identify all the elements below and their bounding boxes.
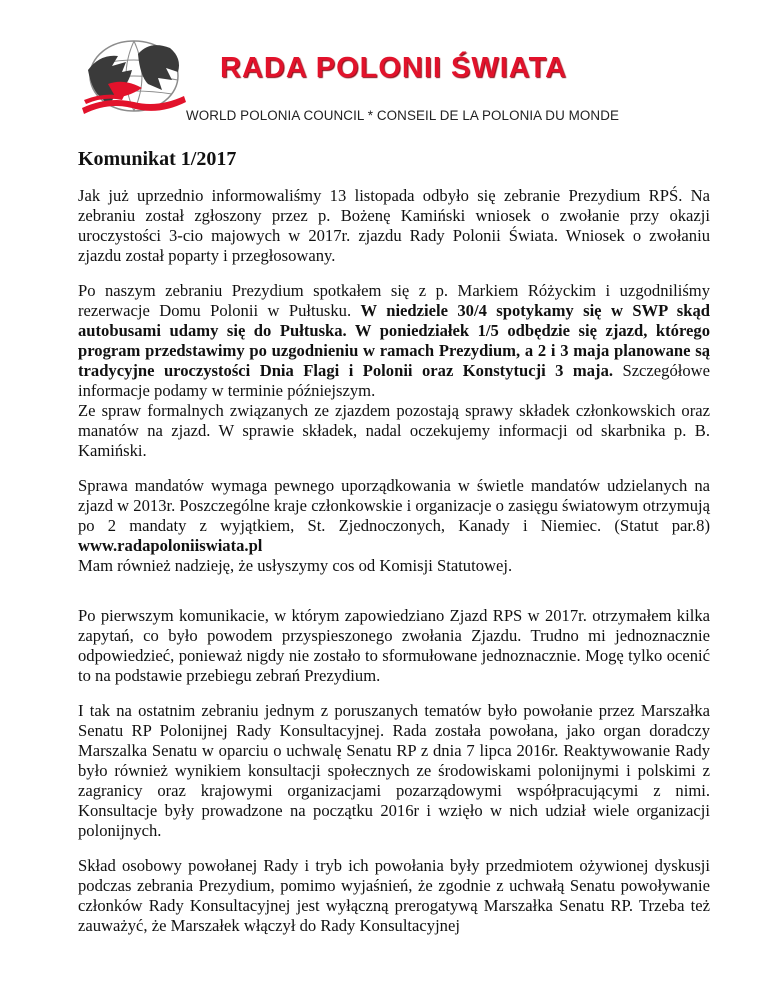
organization-subtitle: WORLD POLONIA COUNCIL * CONSEIL DE LA POLONIA DU MONDE: [186, 108, 620, 123]
paragraph-2-formal: Ze spraw formalnych związanych ze zjazdem pozostają sprawy składek członkowskich oraz manatów na zjazd. W sprawie składek, nadal oczekujemy informacji od skarbnika p. B. Kamiński.: [78, 401, 710, 460]
paragraph-2: [78, 281, 710, 461]
paragraph-4: Po pierwszym komunikacie, w którym zapowiedziano Zjazd RPS w 2017r. otrzymałem kilka zapytań, co było powodem przyspieszonego zwołania Zjazdu. Trudno mi jednoznacznie odpowiedzieć, ponieważ nigdy nie zostało to sformułowane jednoznacznie. Mogę tylko ocenić to na podstawie przebiegu zebrań Prezydium.: [78, 606, 710, 685]
paragraph-3-note: Mam również nadzieję, że usłyszymy cos od Komisji Statutowej.: [78, 556, 513, 575]
paragraph-3: [78, 476, 710, 576]
globe-eagle-logo: [78, 36, 190, 114]
organization-title: RADA POLONII ŚWIATA: [220, 52, 568, 84]
globe-eagle-icon: [78, 36, 190, 114]
communique-heading: Komunikat 1/2017: [78, 148, 237, 170]
paragraph-6: Skład osobowy powołanej Rady i tryb ich powołania były przedmiotem ożywionej dyskusji podczas zebrania Prezydium, pomimo wyjaśnień, że zgodnie z uchwałą Senatu powoływanie członków Rady Konsultacyjnej jest wyłączną prerogatywą Marszałka Senatu RP. Trzeba też zauważyć, że Marszałek włączył do Rady Konsultacyjnej: [78, 856, 710, 935]
website-link[interactable]: www.radapoloniiswiata.pl: [78, 536, 263, 555]
paragraph-2-details: Szczegółowe informacje podamy w terminie późniejszym.: [78, 361, 711, 400]
paragraph-3-text: Sprawa mandatów wymaga pewnego uporządkowania w świetle mandatów udzielanych na zjazd w 2013r. Poszczególne kraje członkowskie i organizacje o zasięgu światowym otrzymują po 2 mandaty z wyjątkiem, St. Zjednoczonych, Kanady i Niemiec. (Statut par.8): [78, 476, 710, 535]
document-body: [78, 186, 710, 951]
paragraph-1: Jak już uprzednio informowaliśmy 13 listopada odbyło się zebranie Prezydium RPŚ. Na zebraniu został zgłoszony przez p. Bożenę Kamiński wniosek o zwołanie przy okazji uroczystości 3-cio majowych w 2017r. zjazdu Rady Polonii Świata. Wniosek o zwołaniu zjazdu został poparty i przegłosowany.: [78, 186, 710, 265]
paragraph-2-bold: W niedziele 30/4 spotykamy się w SWP skąd autobusami udamy się do Pułtuska. W poniedziałek 1/5 odbędzie się zjazd, którego program przedstawimy po uzgodnieniu w ramach Prezydium, a 2 i 3 maja planowane są tradycyjne uroczystości Dnia Flagi i Polonii oraz Konstytucji 3 maja.: [78, 301, 710, 380]
paragraph-2-intro: Po naszym zebraniu Prezydium spotkałem się z p. Markiem Różyckim i uzgodniliśmy rezerwacje Domu Polonii w Pułtusku.: [78, 281, 710, 320]
paragraph-5: I tak na ostatnim zebraniu jednym z poruszanych tematów było powołanie przez Marszałka Senatu RP Polonijnej Rady Konsultacyjnej. Rada została powołana, jako organ doradczy Marszalka Senatu w oparciu o uchwalę Senatu RP z dnia 7 lipca 2016r. Reaktywowanie Rady było również wynikiem konsultacji społecznych ze środowiskami polonijnymi i polskimi z zagranicy oraz krajowymi organizacjami pozarządowymi współpracującymi z nimi. Konsultacje były prowadzone na początku 2016r i wzięło w nich udział wiele organizacji polonijnych.: [78, 701, 710, 840]
